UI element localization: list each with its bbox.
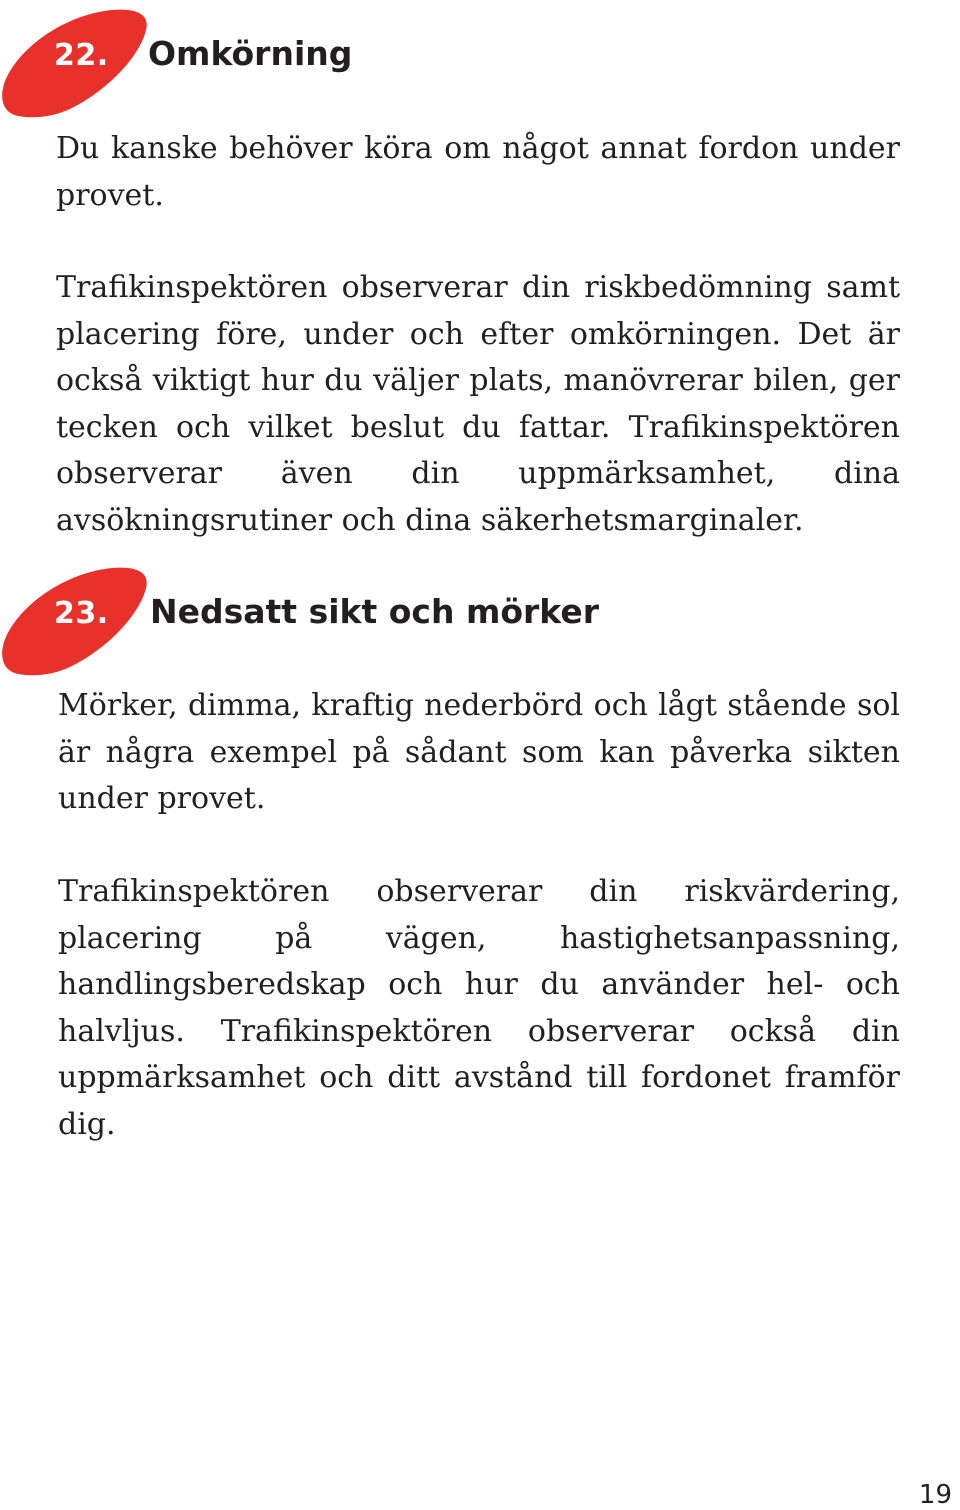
section-paragraph: Mörker, dimma, kraftig nederbörd och lågt stående sol är några exempel på sådant som kan påverka sikten under provet.	[58, 688, 900, 816]
section-number-badge	[0, 8, 150, 120]
section-title: Nedsatt sikt och mörker	[150, 592, 599, 631]
section-title: Omkörning	[148, 34, 353, 73]
section-number: 23.	[54, 596, 109, 631]
page-number: 19	[918, 1480, 952, 1510]
section-23	[0, 566, 960, 1142]
section-number: 22.	[54, 38, 109, 73]
section-number-badge	[0, 566, 150, 678]
section-22	[0, 0, 960, 560]
section-paragraph: Du kanske behöver köra om något annat fordon under provet.	[56, 131, 900, 213]
section-paragraph: Trafikinspektören observerar din riskbedömning samt placering före, under och efter omkörningen. Det är också viktigt hur du väljer plats, manövrerar bilen, ger tecken och vilket beslut du fattar. Trafikinspektören observerar även din uppmärksamhet, dina avsökningsrutiner och dina säkerhetsmarginaler.	[56, 270, 900, 538]
section-paragraph: Trafikinspektören observerar din riskvärdering, placering på vägen, hastighetsanpassning, handlingsberedskap och hur du använder hel- och halvljus. Trafikinspektören observerar också din uppmärksamhet och ditt avstånd till fordonet framför dig.	[58, 874, 900, 1142]
